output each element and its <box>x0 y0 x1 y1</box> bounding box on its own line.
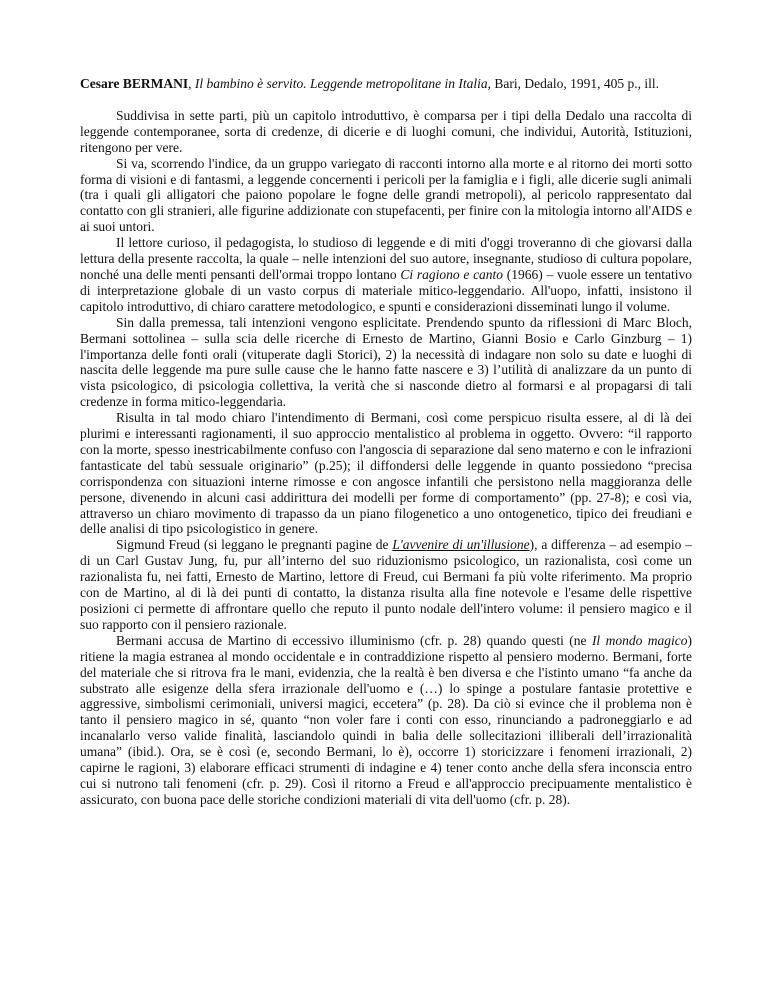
paragraph-reader-part-a: Il lettore curioso, il pedagogista, lo studioso di leggende e di miti d'oggi troveranno di che giovarsi dalla lettura della presente raccolta, la quale – nelle intenzioni del suo autore, insegnante, studioso di cultura popolare, nonché una delle menti pensanti dell'ormai troppo lontano <box>80 235 692 282</box>
paragraph-intent: Risulta in tal modo chiaro l'intendimento di Bermani, così come perspicuo risulta essere, al di là dei plurimi e interessanti ragionamenti, il suo approccio mentalistico al problema in oggetto. Ovvero: “il rapporto con la morte, spesso inestricabilmente confuso con l'angoscia di separazione dal seno materno e con le infrazioni fantasticate del tabù sessuale originario” (p.25); il diffondersi delle leggende in quanto possiedono “precisa corrispondenza con situazioni interne rimosse e con angosce infantili che persistono nella maggioranza delle persone, divenendo in alcuni casi addirittura dei modelli per forme di comportamento” (pp. 27-8); e così via, attraverso un chiaro movimento di trapasso da un piano filogenetico a uno ontogenetico, tipico dei freudiani e delle analisi di tipo psicologistico in genere. <box>80 410 692 537</box>
paragraph-index-overview: Si va, scorrendo l'indice, da un gruppo variegato di racconti intorno alla morte e al ritorno dei morti sotto forma di visioni e di fantasmi, a leggende concernenti i pericoli per la famiglia e i figli, alle dicerie sugli animali (tra i quali gli alligatori che paiono popolare le fogne delle grandi metropoli), al pericolo rappresentato dal contatto con gli stranieri, alle figurine addizionate con stupefacenti, per finire con la mitologia intorno all'AIDS e ai suoi untori. <box>80 155 692 235</box>
paragraph-freud-part-a: Sigmund Freud (si leggano le pregnanti pagine de <box>116 537 393 553</box>
review-page <box>80 76 692 808</box>
work-title-avvenire: L'avvenire di un'illusione <box>392 537 530 553</box>
paragraph-de-martino-part-a: Bermani accusa de Martino di eccessivo illuminismo (cfr. p. 28) quando questi (ne <box>116 632 592 648</box>
book-publication-info: , Bari, Dedalo, 1991, 405 p., ill. <box>487 76 659 91</box>
work-title-mondo-magico: Il mondo magico <box>591 632 688 648</box>
work-title-ci-ragiono: Ci ragiono e canto <box>400 266 504 282</box>
paragraph-de-martino-part-b: ) ritiene la magia estranea al mondo occidentale e in contraddizione rispetto al pensiero moderno. Bermani, forte del materiale che si ritrova fra le mani, evidenzia, che la realtà è ben diversa e che l'istinto umano “fa anche da substrato alle esigenze della sfera irrazionale dell'uomo e (…) lo spinge a postulare fantasie protettive e aggressive, simbolismi cerimoniali, universi magici, eccetera” (p. 28). Da ciò si evince che il problema non è tanto il pensiero magico in sé, quanto “non voler fare i conti con esso, rinunciando a padroneggiarlo e ad incanalarlo verso valide finalità, lasciandolo quindi in balia delle sollecitazioni illiberali dell’irrazionalità umana” (ibid.). Ora, se è così (e, secondo Bermani, lo è), occorre 1) storicizzare i fenomeni irrazionali, 2) capirne le ragioni, 3) elaborare efficaci strumenti di indagine e 4) tener conto anche della sfera inconscia entro cui si nutrono tali fenomeni (cfr. p. 29). Così il ritorno a Freud e all'approccio precipuamente mentalistico è assicurato, con buona pace delle storiche condizioni materiali di vita dell'uomo (cfr. p. 28). <box>80 632 692 807</box>
paragraph-freud <box>80 537 692 632</box>
paragraph-de-martino <box>80 633 692 808</box>
paragraph-reader <box>80 235 692 315</box>
paragraph-premise: Sin dalla premessa, tali intenzioni vengono esplicitate. Prendendo spunto da riflessioni di Marc Bloch, Bermani sottolinea – sulla scia delle ricerche di Ernesto de Martino, Gianni Bosio e Carlo Ginzburg – 1) l'importanza delle fonti orali (vituperate dagli Storici), 2) la necessità di indagare non solo su date e luoghi di nascita delle leggende ma pure sulle cause che le hanno fatte nascere e 3) l’utilità di analizzare da un punto di vista psicologico, di psicologia collettiva, la verità che si nasconde dietro al formarsi e al propagarsi di tali credenze in forma mitico-leggendaria. <box>80 314 692 410</box>
citation-separator: , <box>188 76 195 91</box>
paragraph-reader-part-b: (1966) – vuole essere un tentativo di interpretazione globale di un vasto corpus di materiale mitico-leggendario. All'uopo, infatti, insistono il capitolo introduttivo, di chiaro carattere metodologico, e spunti e considerazioni disseminati lungo il volume. <box>80 266 692 314</box>
book-citation <box>80 76 692 92</box>
author-last-name: BERMANI <box>122 76 189 91</box>
paragraph-freud-part-b: ), a differenza – ad esempio – di un Carl Gustav Jung, fu, pur all’interno del suo riduzionismo psicologico, un razionalista, così come un razionalista fu, nei fatti, Ernesto de Martino, lettore di Freud, cui Bermani fa più volte riferimento. Ma proprio con de Martino, al di là dei punti di contatto, la distanza risulta alla fine notevole e l'esame delle rispettive posizioni ci permette di affrontare quello che reputo il punto nodale dell'intero volume: il pensiero magico e il suo rapporto con il pensiero razionale. <box>80 537 692 632</box>
author-first-name: Cesare <box>80 76 123 91</box>
book-title: Il bambino è servito. Leggende metropolitane in Italia <box>194 76 488 91</box>
paragraph-intro: Suddivisa in sette parti, più un capitolo introduttivo, è comparsa per i tipi della Dedalo una raccolta di leggende contemporanee, sorta di credenze, di dicerie e di luoghi comuni, che individui, Autorità, Istituzioni, ritengono per vere. <box>80 107 692 155</box>
